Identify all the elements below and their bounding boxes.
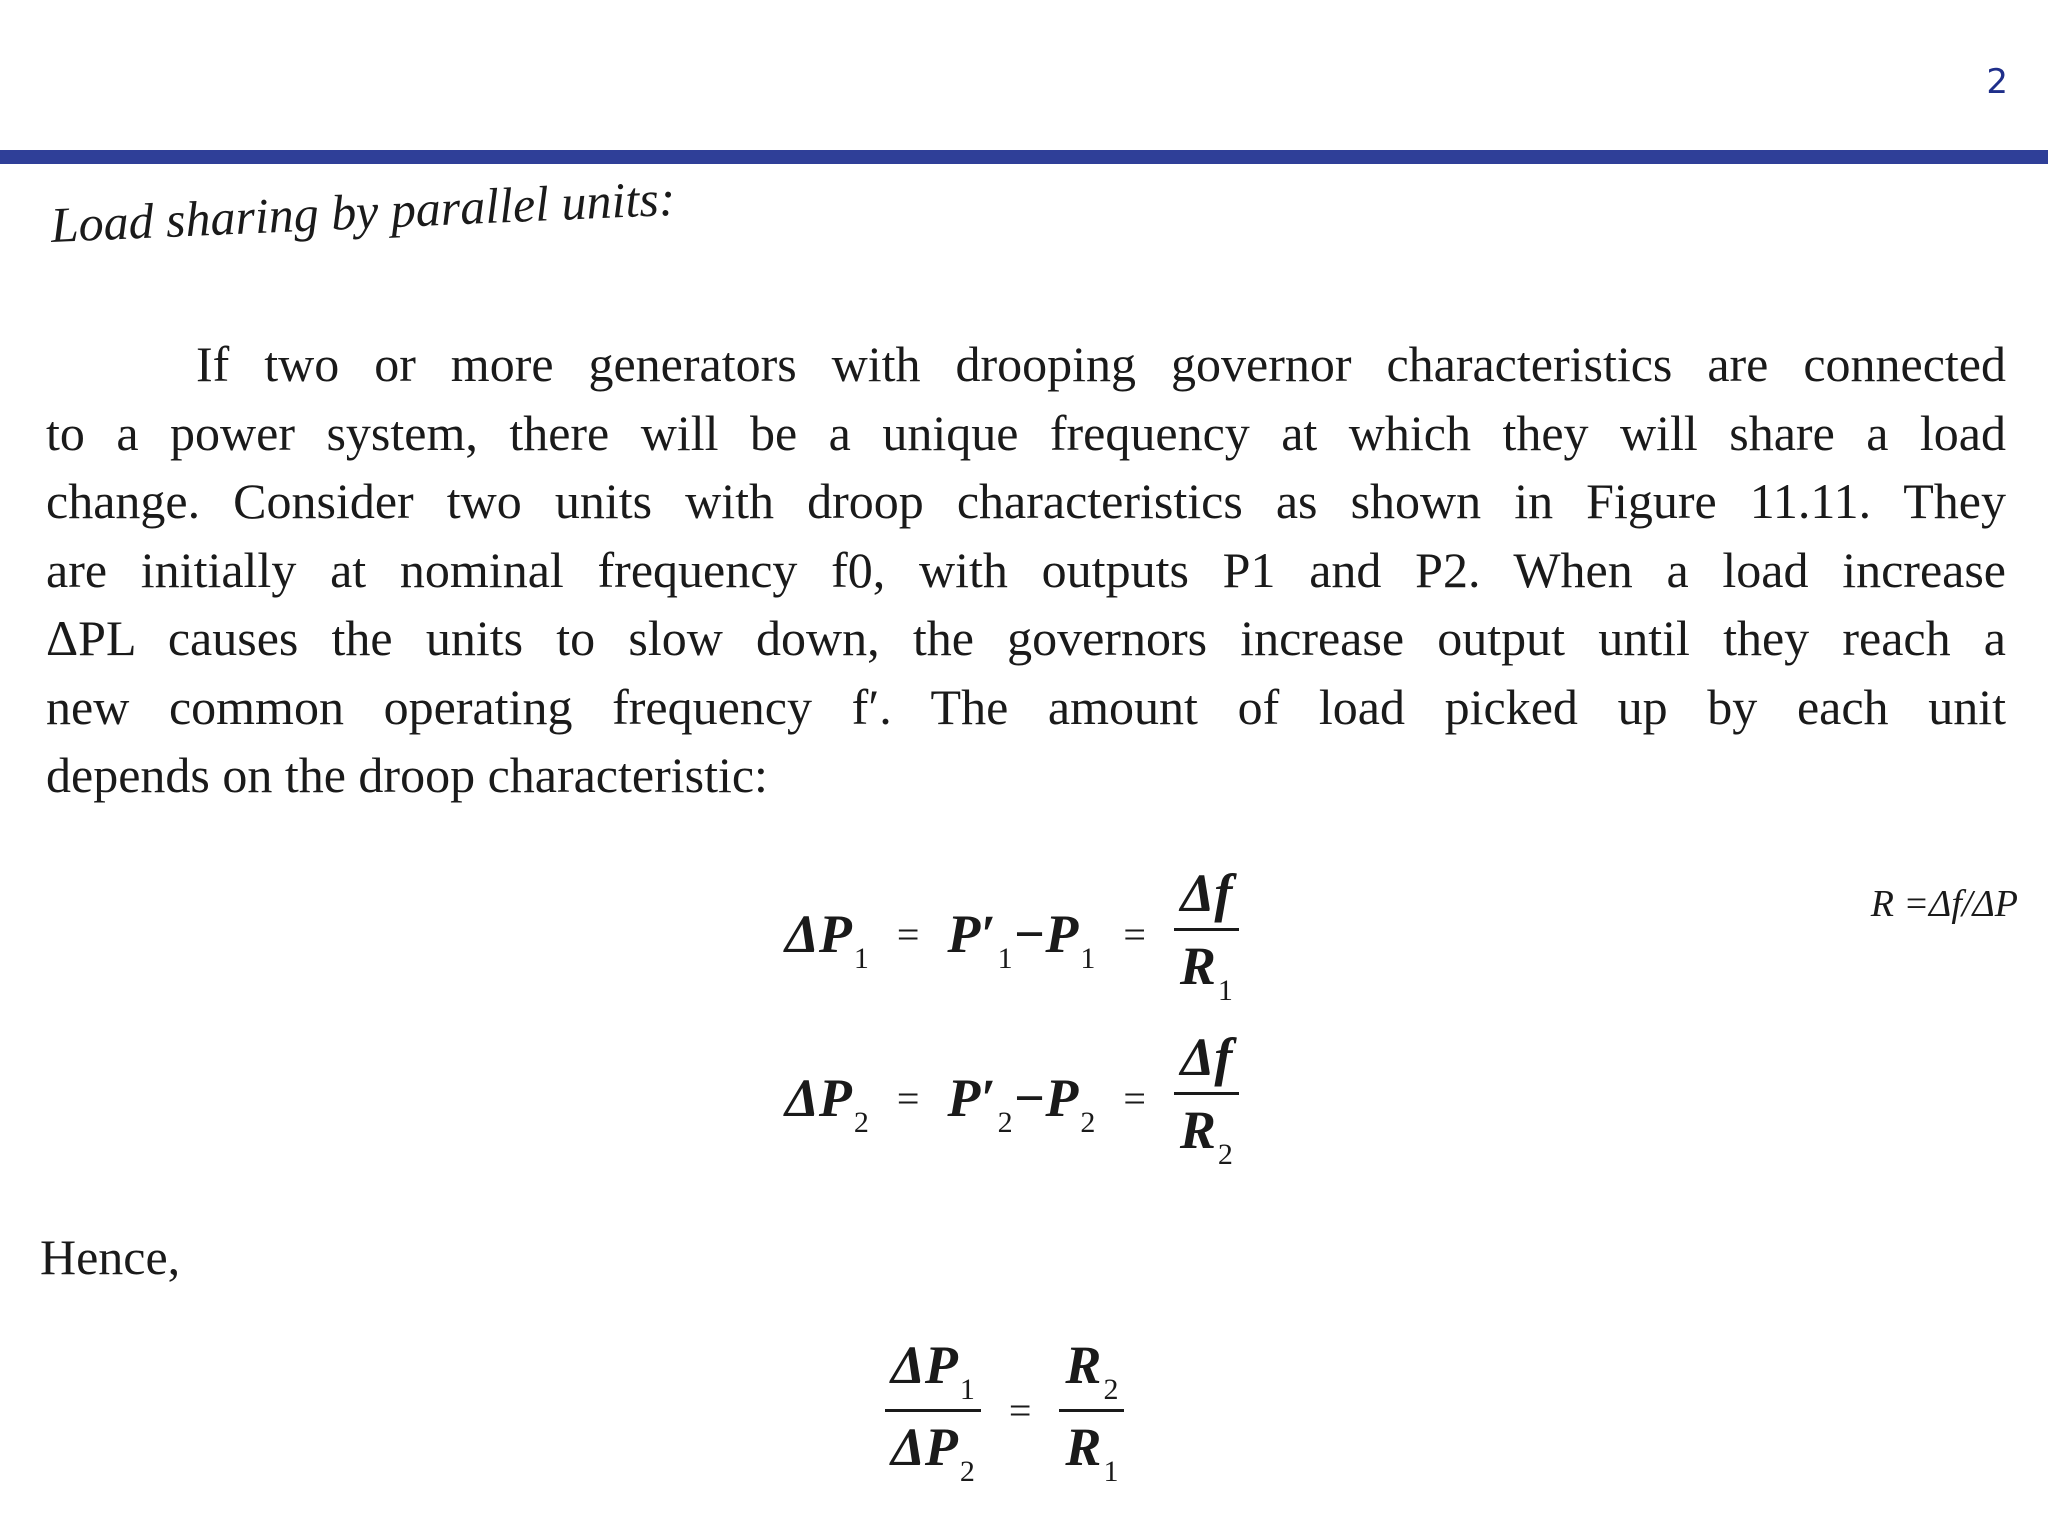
page-number: 2 <box>1986 62 2008 102</box>
paragraph-line: ΔPL causes the units to slow down, the governors increase output until they reach a <box>46 610 2006 666</box>
ratio-equation <box>885 1330 1124 1491</box>
eq1-lhs: $\Delta P_1$ <box>785 904 869 975</box>
equals-sign: = <box>896 1075 920 1121</box>
paragraph-line: If two or more generators with drooping governor characteristics are connected <box>196 336 2006 392</box>
header-rule <box>0 150 2048 164</box>
equals-sign: = <box>1008 1388 1032 1433</box>
eq2-fraction: $\frac{\Delta f}{R_2}$ <box>1174 1022 1239 1174</box>
paragraph-line: are initially at nominal frequency f0, with outputs P1 and P2. When a load increase <box>46 541 2006 598</box>
equals-sign: = <box>1123 911 1146 957</box>
paragraph-line: new common operating frequency f′. The amount of load picked up by each unit <box>46 678 2006 735</box>
ratio-right-fraction: $\frac{R_2}{R_1}$ <box>1059 1330 1124 1491</box>
section-title: Load sharing by parallel units: <box>49 169 677 254</box>
eq1-mid: $P'_1-P_1$ <box>947 904 1096 975</box>
equals-sign: = <box>1123 1075 1146 1121</box>
eq2-mid: $P'_2-P_2$ <box>947 1068 1096 1139</box>
equation-2 <box>785 1022 1239 1174</box>
paragraph-line: to a power system, there will be a unique frequency at which they will share a load <box>46 404 2006 461</box>
paragraph-line: depends on the droop characteristic: <box>46 747 768 803</box>
droop-note: R =Δf/ΔP <box>1870 883 2018 925</box>
body-paragraph <box>46 330 2006 810</box>
equals-sign: = <box>896 911 920 957</box>
ratio-left-fraction: $\frac{\Delta P_1}{\Delta P_2}$ <box>885 1330 981 1491</box>
eq2-lhs: $\Delta P_2$ <box>785 1068 869 1139</box>
equation-1 <box>785 858 1239 1010</box>
eq1-fraction: $\frac{\Delta f}{R_1}$ <box>1174 858 1239 1010</box>
hence-label: Hence, <box>40 1229 181 1285</box>
paragraph-line: change. Consider two units with droop characteristics as shown in Figure 11.11. They <box>46 473 2006 529</box>
